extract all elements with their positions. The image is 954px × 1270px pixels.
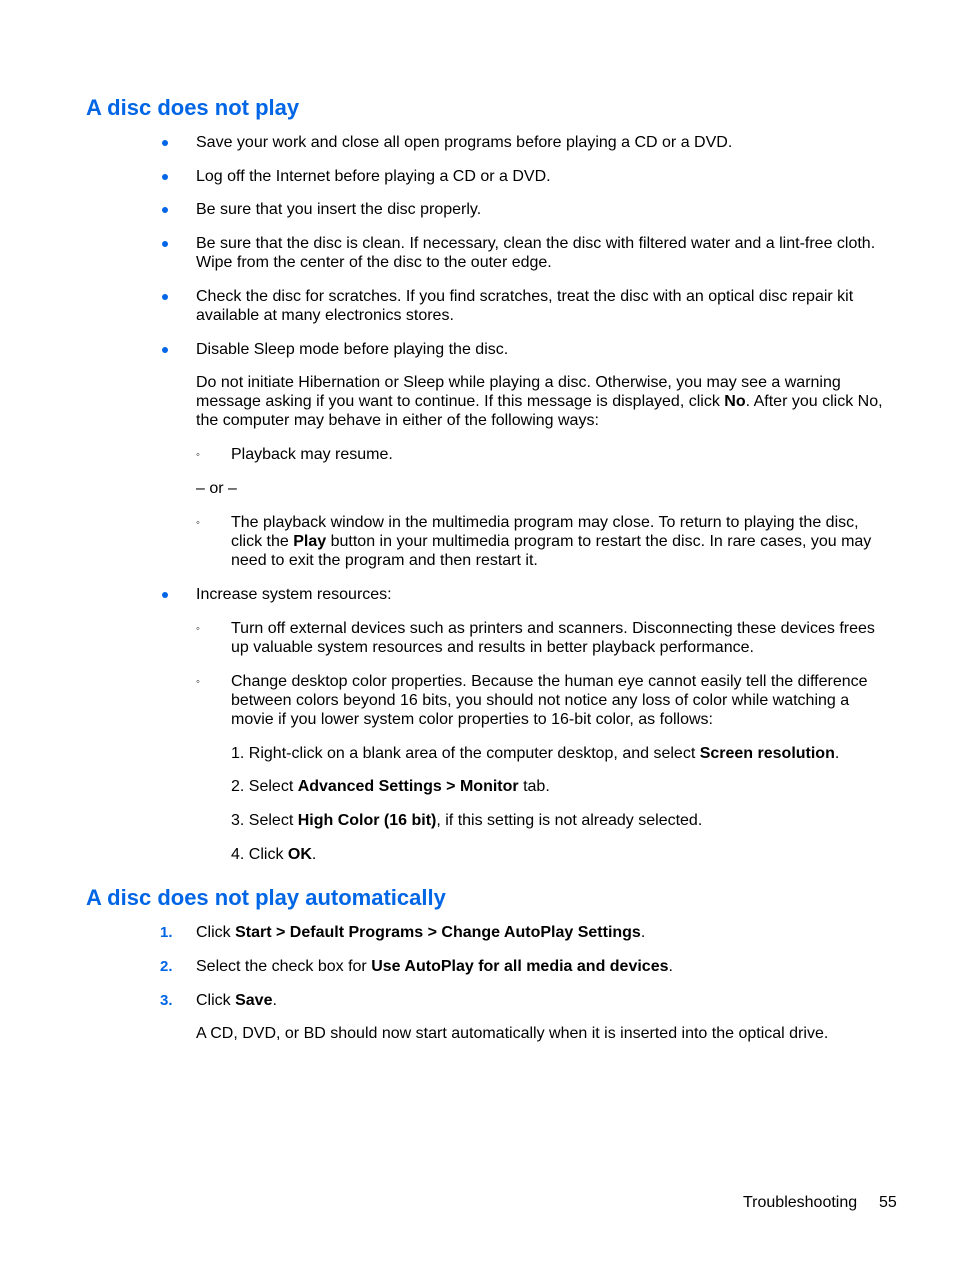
bullet-icon — [162, 241, 168, 247]
bullet-scratches: Check the disc for scratches. If you find scratches, treat the disc with an optical disc repair kit available at many electronics stores. — [196, 288, 854, 324]
bullet-icon — [162, 174, 168, 180]
step-text: Select the check box for — [196, 958, 372, 975]
color-step-3 — [231, 811, 702, 830]
step-number: 1. — [160, 924, 173, 941]
step-bold: Advanced Settings > Monitor — [297, 778, 519, 795]
bullet-disable-sleep: Disable Sleep mode before playing the disc. — [196, 341, 509, 358]
close-text-play: Play — [293, 533, 327, 550]
step-bold: Save — [235, 992, 273, 1009]
sleep-text-no: No — [724, 393, 746, 410]
step-text: 3. Select — [231, 812, 298, 829]
or-separator: – or – — [196, 480, 237, 497]
bullet-icon — [162, 294, 168, 300]
bullet-icon — [162, 207, 168, 213]
step-bold: Use AutoPlay for all media and devices — [371, 958, 669, 975]
autoplay-step-3 — [196, 991, 277, 1010]
autoplay-note: A CD, DVD, or BD should now start automatically when it is inserted into the optical drive. — [196, 1025, 829, 1042]
step-bold: High Color (16 bit) — [297, 812, 437, 829]
step-text: , if this setting is not already selected. — [436, 812, 703, 829]
sub-bullet-close — [231, 513, 887, 570]
bullet-insert-properly: Be sure that you insert the disc properly. — [196, 201, 482, 218]
sleep-paragraph — [196, 373, 886, 430]
sub-bullet-icon: ◦ — [196, 449, 200, 461]
bullet-disc-clean: Be sure that the disc is clean. If necessary, clean the disc with filtered water and a lint-free cloth. Wipe from the center of the disc to the outer edge. — [196, 235, 876, 271]
step-text: 2. Select — [231, 778, 298, 795]
step-text: tab. — [518, 778, 550, 795]
bullet-log-off: Log off the Internet before playing a CD or a DVD. — [196, 168, 551, 185]
step-text: Click — [196, 924, 236, 941]
sub-bullet-color: Change desktop color properties. Because the human eye cannot easily tell the difference between colors beyond 16 bits, you should not notice any loss of color while watching a movie if you lower system color properties to 16-bit color, as follows: — [231, 673, 868, 728]
step-bold: OK — [287, 846, 312, 863]
close-text-post: button in your multimedia program to restart the disc. In rare cases, you may need to exit the program and then restart it. — [231, 533, 872, 569]
bullet-icon — [162, 592, 168, 598]
bullet-icon — [162, 140, 168, 146]
color-step-4 — [231, 845, 316, 864]
sleep-text-post: . After you click No, the computer may behave in either of the following ways: — [196, 393, 883, 429]
step-number: 2. — [160, 958, 173, 975]
color-step-2 — [231, 777, 550, 796]
step-text: Click — [196, 992, 236, 1009]
bullet-icon — [162, 347, 168, 353]
step-text: . — [640, 924, 646, 941]
step-bold: Screen resolution — [699, 745, 835, 762]
step-text: 4. Click — [231, 846, 288, 863]
bullet-increase-resources: Increase system resources: — [196, 586, 392, 603]
step-text: . — [272, 992, 277, 1009]
sub-bullet-devices: Turn off external devices such as printers and scanners. Disconnecting these devices frees up valuable system resources and results in better playback performance. — [231, 620, 875, 656]
step-bold: Start > Default Programs > Change AutoPlay Settings — [235, 924, 641, 941]
sleep-text-pre: Do not initiate Hibernation or Sleep while playing a disc. Otherwise, you may see a warning message asking if you want to continue. If this message is displayed, click — [196, 374, 841, 410]
footer-page-number: 55 — [879, 1194, 897, 1211]
autoplay-step-1 — [196, 923, 645, 942]
sub-bullet-icon: ◦ — [196, 623, 200, 635]
color-step-1 — [231, 744, 839, 763]
section-heading-autoplay: A disc does not play automatically — [86, 885, 446, 910]
step-text: . — [834, 745, 840, 762]
sub-bullet-icon: ◦ — [196, 517, 200, 529]
section-heading-disc-not-play: A disc does not play — [86, 95, 300, 120]
close-text-pre: The playback window in the multimedia program may close. To return to playing the disc, click the — [231, 514, 859, 550]
autoplay-step-2 — [196, 957, 673, 976]
sub-bullet-resume: Playback may resume. — [231, 446, 393, 463]
sub-bullet-icon: ◦ — [196, 676, 200, 688]
step-text: . — [311, 846, 317, 863]
step-text: 1. Right-click on a blank area of the computer desktop, and select — [231, 745, 700, 762]
footer-section-name: Troubleshooting — [743, 1194, 858, 1211]
step-number: 3. — [160, 992, 173, 1009]
step-text: . — [668, 958, 673, 975]
bullet-save-work: Save your work and close all open programs before playing a CD or a DVD. — [196, 134, 733, 151]
